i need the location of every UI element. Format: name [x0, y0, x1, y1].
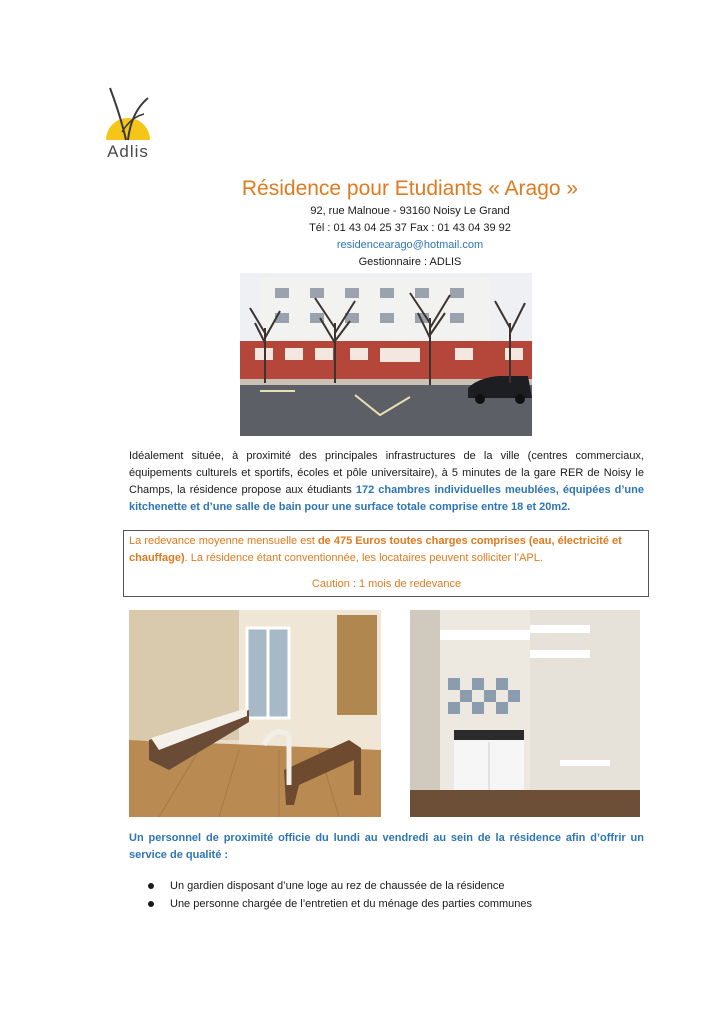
manager-line: Gestionnaire : ADLIS: [358, 256, 462, 268]
address-line: 92, rue Malnoue - 93160 Noisy Le Grand: [310, 205, 510, 217]
list-item: [145, 895, 645, 913]
list-item-text: Un gardien disposant d’une loge au rez de chaussée de la résidence: [170, 880, 505, 892]
phone-line: Tél : 01 43 04 25 37 Fax : 01 43 04 39 92: [309, 222, 511, 234]
list-item-text: Une personne chargée de l’entretien et du ménage des parties communes: [170, 898, 533, 910]
rent-prefix: La redevance moyenne mensuelle est: [129, 535, 318, 547]
rent-amount: de 475 Euros toutes charges comprises (eau, électricité et chauffage): [129, 535, 622, 564]
page-title: Résidence pour Etudiants « Arago »: [241, 177, 579, 200]
caution-line: Caution : 1 mois de redevance: [311, 578, 462, 590]
intro-text: Idéalement située, à proximité des principales infrastructures de la ville (centres commerciaux, équipements culturels et sportifs, écoles et pôle universitaire), à 5 minutes de la gare RER de Noisy le Champs, la résidence propose aux étudiants: [129, 450, 644, 496]
bullet-icon: [148, 901, 154, 907]
kitchenette-photo: [410, 610, 640, 817]
room-photo: [129, 610, 381, 817]
rent-paragraph: [129, 533, 644, 567]
email-link[interactable]: residencearago@hotmail.com: [336, 239, 484, 251]
rent-suffix: . La résidence étant conventionnée, les locataires peuvent solliciter l’APL.: [184, 552, 543, 564]
logo-wordmark: Adlis: [107, 142, 149, 161]
intro-paragraph: [129, 448, 644, 516]
intro-highlight: 172 chambres individuelles meublées, équipées d’une kitchenette et d’une salle de bain pour une surface totale comprise entre 18 et 20m2.: [129, 484, 644, 513]
staff-list: [145, 877, 645, 913]
staff-paragraph: Un personnel de proximité officie du lundi au vendredi au sein de la résidence afin d’offrir un service de qualité :: [129, 832, 644, 861]
list-item: [145, 877, 645, 895]
building-photo: [240, 273, 532, 436]
bullet-icon: [148, 883, 154, 889]
